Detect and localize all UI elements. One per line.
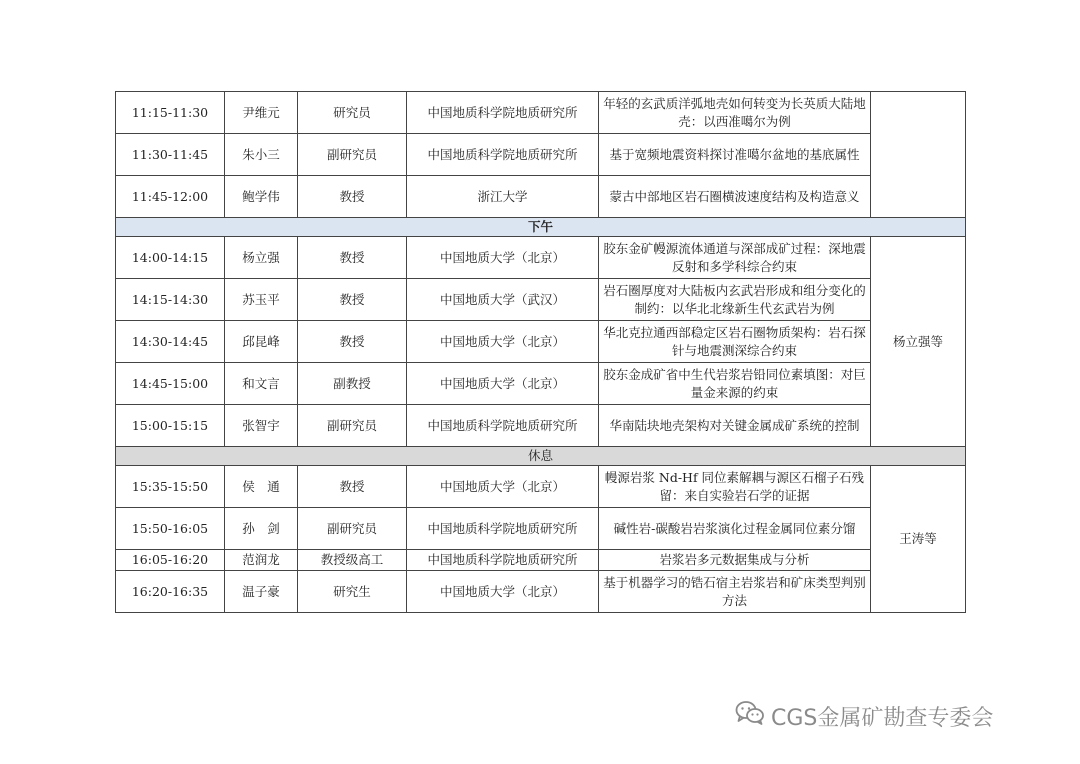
table-row (116, 237, 966, 279)
table-row (116, 466, 966, 508)
speaker-name: 温子豪 (225, 571, 298, 613)
speaker-title: 教授 (298, 466, 407, 508)
table-row (116, 405, 966, 447)
time-cell: 14:00-14:15 (116, 237, 225, 279)
talk-topic: 岩浆岩多元数据集成与分析 (599, 550, 871, 571)
speaker-name: 张智宇 (225, 405, 298, 447)
time-cell: 11:30-11:45 (116, 134, 225, 176)
table-row (116, 571, 966, 613)
table-row (116, 279, 966, 321)
time-cell: 11:45-12:00 (116, 176, 225, 218)
time-cell: 15:00-15:15 (116, 405, 225, 447)
table-row (116, 321, 966, 363)
talk-topic: 华南陆块地壳架构对关键金属成矿系统的控制 (599, 405, 871, 447)
talk-topic: 基于宽频地震资料探讨准噶尔盆地的基底属性 (599, 134, 871, 176)
speaker-org: 浙江大学 (407, 176, 599, 218)
time-cell: 15:50-16:05 (116, 508, 225, 550)
speaker-title: 教授 (298, 176, 407, 218)
speaker-name: 和文言 (225, 363, 298, 405)
speaker-org: 中国地质科学院地质研究所 (407, 550, 599, 571)
speaker-name: 苏玉平 (225, 279, 298, 321)
wechat-icon (735, 700, 771, 732)
time-cell: 16:05-16:20 (116, 550, 225, 571)
speaker-title: 研究生 (298, 571, 407, 613)
table-row (116, 92, 966, 134)
speaker-name: 侯 通 (225, 466, 298, 508)
speaker-name: 杨立强 (225, 237, 298, 279)
table-row (116, 363, 966, 405)
speaker-org: 中国地质大学（武汉） (407, 279, 599, 321)
speaker-title: 研究员 (298, 92, 407, 134)
speaker-org: 中国地质大学（北京） (407, 363, 599, 405)
schedule-table (115, 91, 966, 613)
speaker-name: 孙 剑 (225, 508, 298, 550)
talk-topic: 幔源岩浆 Nd-Hf 同位素解耦与源区石榴子石残留：来自实验岩石学的证据 (599, 466, 871, 508)
table-row (116, 134, 966, 176)
speaker-title: 教授 (298, 321, 407, 363)
speaker-name: 鲍学伟 (225, 176, 298, 218)
speaker-org: 中国地质科学院地质研究所 (407, 405, 599, 447)
speaker-org: 中国地质科学院地质研究所 (407, 134, 599, 176)
talk-topic: 碱性岩-碳酸岩岩浆演化过程金属同位素分馏 (599, 508, 871, 550)
table-row (116, 176, 966, 218)
section-header-break (116, 447, 966, 466)
time-cell: 16:20-16:35 (116, 571, 225, 613)
table-row (116, 550, 966, 571)
time-cell: 14:45-15:00 (116, 363, 225, 405)
time-cell: 14:15-14:30 (116, 279, 225, 321)
chair-cell: 王涛等 (871, 466, 966, 613)
speaker-org: 中国地质科学院地质研究所 (407, 508, 599, 550)
speaker-org: 中国地质科学院地质研究所 (407, 92, 599, 134)
time-cell: 14:30-14:45 (116, 321, 225, 363)
talk-topic: 年轻的玄武质洋弧地壳如何转变为长英质大陆地壳：以西准噶尔为例 (599, 92, 871, 134)
speaker-org: 中国地质大学（北京） (407, 466, 599, 508)
talk-topic: 蒙古中部地区岩石圈横波速度结构及构造意义 (599, 176, 871, 218)
talk-topic: 胶东金成矿省中生代岩浆岩铅同位素填图：对巨量金来源的约束 (599, 363, 871, 405)
watermark-text: CGS金属矿勘查专委会 (771, 705, 994, 731)
watermark (735, 700, 1055, 732)
speaker-title: 教授 (298, 237, 407, 279)
chair-cell (871, 92, 966, 218)
section-label: 下午 (116, 218, 966, 237)
time-cell: 15:35-15:50 (116, 466, 225, 508)
table-row (116, 508, 966, 550)
speaker-title: 副研究员 (298, 134, 407, 176)
time-cell: 11:15-11:30 (116, 92, 225, 134)
speaker-title: 副教授 (298, 363, 407, 405)
talk-topic: 华北克拉通西部稳定区岩石圈物质架构：岩石探针与地震测深综合约束 (599, 321, 871, 363)
speaker-title: 副研究员 (298, 405, 407, 447)
speaker-org: 中国地质大学（北京） (407, 571, 599, 613)
speaker-name: 邱昆峰 (225, 321, 298, 363)
speaker-name: 朱小三 (225, 134, 298, 176)
talk-topic: 胶东金矿幔源流体通道与深部成矿过程：深地震反射和多学科综合约束 (599, 237, 871, 279)
speaker-org: 中国地质大学（北京） (407, 321, 599, 363)
speaker-title: 副研究员 (298, 508, 407, 550)
speaker-name: 范润龙 (225, 550, 298, 571)
section-header-afternoon (116, 218, 966, 237)
talk-topic: 基于机器学习的锆石宿主岩浆岩和矿床类型判别方法 (599, 571, 871, 613)
section-label: 休息 (116, 447, 966, 466)
speaker-title: 教授级高工 (298, 550, 407, 571)
speaker-name: 尹维元 (225, 92, 298, 134)
chair-cell: 杨立强等 (871, 237, 966, 447)
talk-topic: 岩石圈厚度对大陆板内玄武岩形成和组分变化的制约：以华北北缘新生代玄武岩为例 (599, 279, 871, 321)
speaker-title: 教授 (298, 279, 407, 321)
speaker-org: 中国地质大学（北京） (407, 237, 599, 279)
